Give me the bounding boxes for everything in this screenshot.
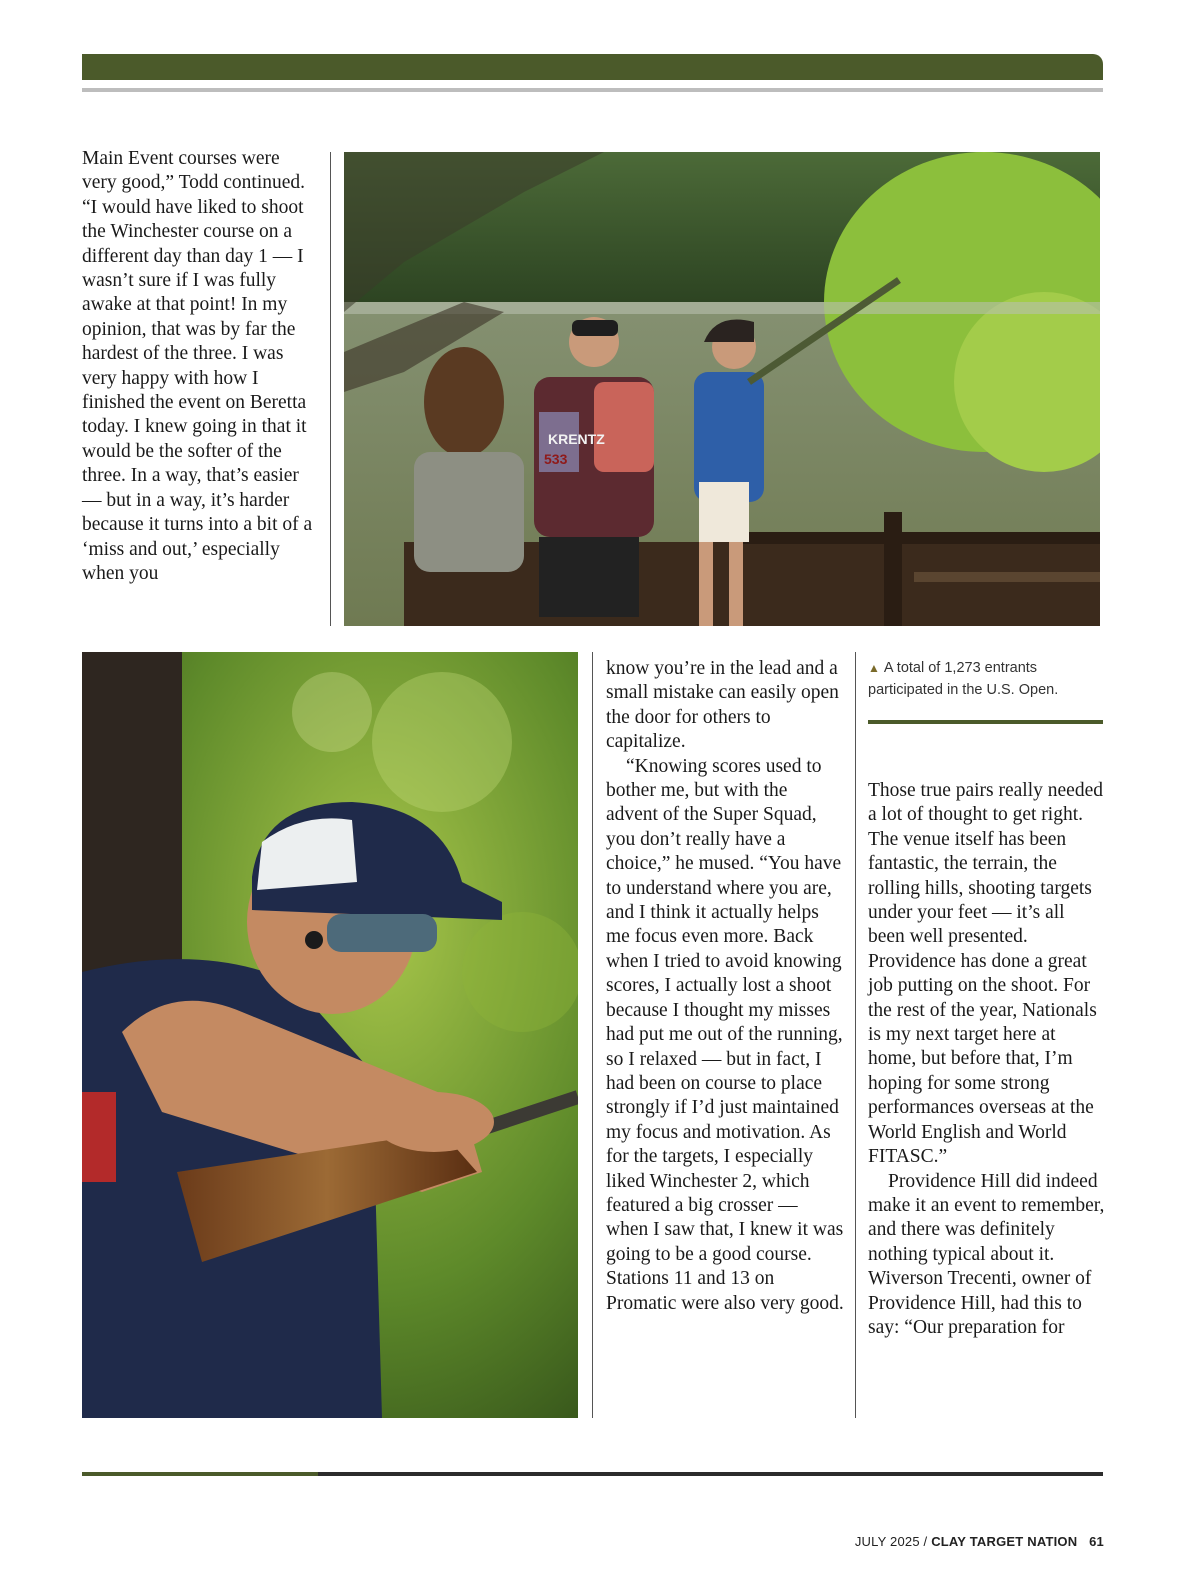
magazine-name: CLAY TARGET NATION (931, 1534, 1078, 1549)
photo-caption (868, 657, 1104, 701)
triangle-up-icon: ▲ (868, 661, 880, 675)
page-number: 61 (1089, 1534, 1104, 1549)
page-folio (855, 1534, 1104, 1549)
article-paragraph: Providence Hill did indeed make it an event to remember, and there was definitely nothing typical about it. Wiverson Trecenti, owner of Providence Hill, had this to say: “Our preparation for (868, 1170, 1105, 1338)
column-divider (855, 652, 856, 1418)
article-paragraph: know you’re in the lead and a small mistake can easily open the door for others to capitalize. (606, 658, 839, 753)
article-column-2 (606, 657, 844, 1316)
caption-text: A total of 1,273 entrants participated in the U.S. Open. (868, 660, 1059, 698)
vest-name-text: KRENTZ (548, 431, 605, 447)
article-paragraph: Those true pairs really needed a lot of thought to get right. The venue itself has been fantastic, the terrain, the rolling hills, shooting targets under your feet — it’s all been well presented. Providence has done a great job putting on the shoot. For the rest of the year, Nationals is my next target here at home, but before that, I’m hoping for some strong performances overseas at the World English and World FITASC.” (868, 780, 1103, 1168)
photo-shooter-closeup (82, 652, 578, 1418)
photo-shooters-at-lake (344, 152, 1100, 626)
article-column-3 (868, 779, 1106, 1340)
article-column-1 (82, 147, 318, 586)
column-divider (592, 652, 593, 1418)
caption-rule (868, 720, 1103, 724)
header-color-bar (82, 54, 1103, 80)
column-divider (330, 152, 331, 626)
vest-number-text: 533 (544, 451, 568, 467)
header-rule (82, 88, 1103, 92)
footer-accent-rule (82, 1472, 318, 1476)
article-paragraph: Main Event courses were very good,” Todd continued. “I would have liked to shoot the Winchester course on a different day than day 1 — I wasn’t sure if I was fully awake at that point! In my opinion, that was by far the hardest of the three. I was very happy with how I finished the event on Beretta today. I knew going in that it would be the softer of the three. In a way, that’s easier — but in a way, it’s harder because it turns into a bit of a ‘miss and out,’ especially when you (82, 148, 313, 584)
article-paragraph: “Knowing scores used to bother me, but with the advent of the Super Squad, you don’t really have a choice,” he mused. “You have to understand where you are, and I think it actually helps me focus even more. Back when I tried to avoid knowing scores, I actually lost a shoot because I thought my misses had put me out of the running, so I relaxed — but in fact, I had been on course to place strongly if I’d just maintained my focus and motivation. As for the targets, I especially liked Winchester 2, which featured a big crosser — when I saw that, I knew it was going to be a good course. Stations 11 and 13 on Promatic were also very good. (606, 755, 844, 1314)
issue-date: JULY 2025 / (854, 1534, 928, 1549)
